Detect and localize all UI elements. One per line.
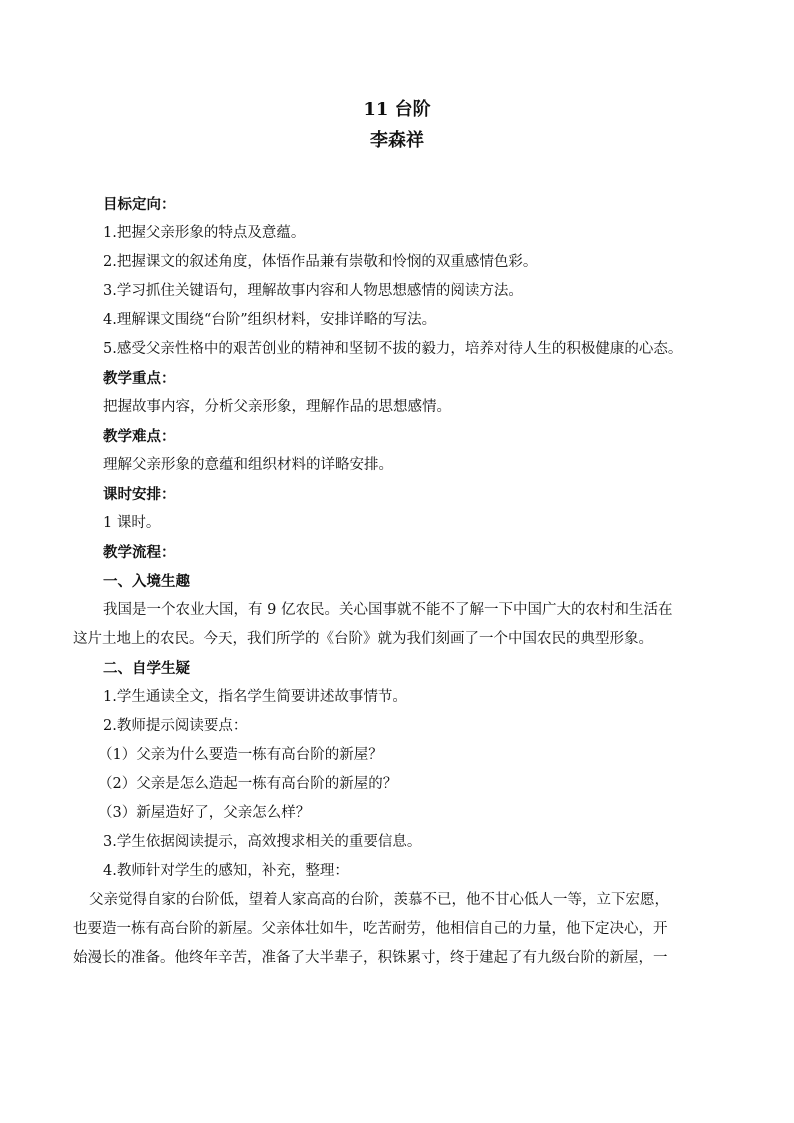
part2-item: 2.教师提示阅读要点： — [103, 718, 248, 734]
goal-item: 2.把握课文的叙述角度，体悟作品兼有崇敬和怜悯的双重感情色彩。 — [103, 254, 538, 270]
final-paragraph-line: 始漫长的准备。他终年辛苦，准备了大半辈子，积铢累寸，终于建起了有九级台阶的新屋，一 — [73, 950, 668, 966]
difficulty-text: 理解父亲形象的意蕴和组织材料的详略安排。 — [103, 457, 393, 473]
part2-item: 1.学生通读全文，指名学生简要讲述故事情节。 — [103, 689, 407, 705]
final-paragraph-line: 也要造一栋有高台阶的新屋。父亲体壮如牛，吃苦耐劳，他相信自己的力量，他下定决心，开 — [73, 921, 668, 937]
lesson-title: 11 台阶 — [363, 99, 431, 120]
part2-item: 4.教师针对学生的感知，补充，整理： — [103, 863, 349, 879]
goals-heading: 目标定向： — [103, 196, 176, 213]
schedule-text: 1 课时。 — [103, 515, 161, 531]
part2-sub-item: （3）新屋造好了，父亲怎么样？ — [98, 805, 311, 821]
key-points-text: 把握故事内容，分析父亲形象，理解作品的思想感情。 — [103, 399, 451, 415]
final-paragraph-line: 父亲觉得自家的台阶低，望着人家高高的台阶，羡慕不已，他不甘心低人一等，立下宏愿， — [89, 892, 669, 908]
process-heading: 教学流程： — [103, 544, 176, 561]
part2-item: 3.学生依据阅读提示，高效搜求相关的重要信息。 — [103, 834, 422, 850]
document-body — [73, 190, 743, 973]
part1-paragraph-line: 我国是一个农业大国，有 9 亿农民。关心国事就不能不了解一下中国广大的农村和生活在 — [103, 602, 673, 618]
goal-item: 3.学习抓住关键语句，理解故事内容和人物思想感情的阅读方法。 — [103, 283, 523, 299]
schedule-heading: 课时安排： — [103, 486, 176, 503]
part2-sub-item: （2）父亲是怎么造起一栋有高台阶的新屋的？ — [98, 776, 398, 792]
goal-item: 4.理解课文围绕“台阶”组织材料，安排详略的写法。 — [103, 312, 437, 328]
part1-heading: 一、入境生趣 — [103, 573, 190, 590]
key-points-heading: 教学重点： — [103, 370, 176, 387]
goal-item: 1.把握父亲形象的特点及意蕴。 — [103, 225, 306, 241]
author-name: 李森祥 — [370, 130, 424, 151]
difficulty-heading: 教学难点： — [103, 428, 176, 445]
part1-paragraph-line: 这片土地上的农民。今天，我们所学的《台阶》就为我们刻画了一个中国农民的典型形象。 — [73, 631, 653, 647]
part2-heading: 二、自学生疑 — [103, 660, 190, 677]
part2-sub-item: （1）父亲为什么要造一栋有高台阶的新屋？ — [98, 747, 383, 763]
goal-item: 5.感受父亲性格中的艰苦创业的精神和坚韧不拔的毅力，培养对待人生的积极健康的心态。 — [103, 341, 683, 357]
